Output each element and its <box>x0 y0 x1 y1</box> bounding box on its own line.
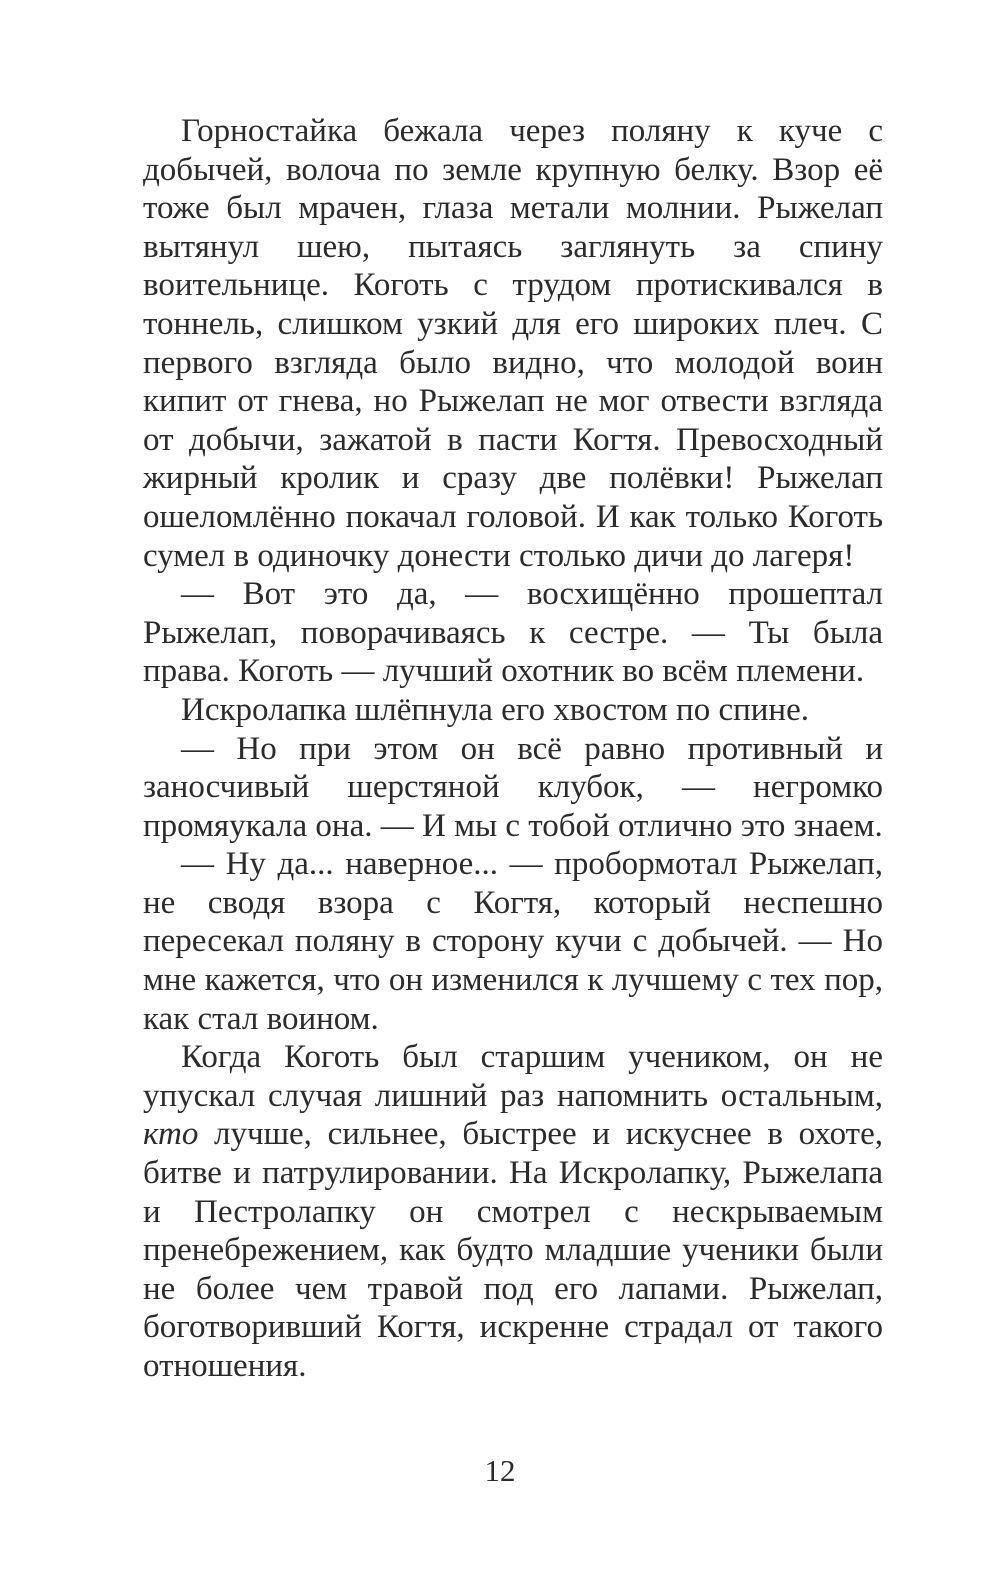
paragraph: — Вот это да, — восхищённо прошептал Рыжелап, поворачиваясь к сестре. — Ты была права. Коготь — лучший охотник во всём племени. <box>143 576 883 690</box>
paragraph-last <box>143 1038 883 1385</box>
page-number: 12 <box>484 1453 516 1488</box>
paragraph: Горностайка бежала через поляну к куче с добычей, волоча по земле крупную белку. Взор её тоже был мрачен, глаза метали молнии. Рыжелап вытянул шею, пытаясь заглянуть за спину воительнице. Коготь с трудом протискивался в тоннель, слишком узкий для его широких плеч. С первого взгляда было видно, что молодой воин кипит от гнева, но Рыжелап не мог отвести взгляда от добычи, зажатой в пасти Когтя. Превосходный жирный кролик и сразу две полёвки! Рыжелап ошеломлённо покачал головой. И как только Коготь сумел в одиночку донести столько дичи до лагеря! <box>143 113 883 574</box>
paragraph-text-before: Когда Коготь был старшим учеником, он не упускал случая лишний раз напомнить остальным, <box>143 1039 883 1114</box>
paragraph: — Ну да... наверное... — пробормотал Рыжелап, не сводя взора с Когтя, который неспешно пересекал поляну в сторону кучи с добычей. — Но мне кажется, что он изменился к лучшему с тех пор, как стал воином. <box>143 846 883 1037</box>
paragraph: — Но при этом он всё равно противный и заносчивый шерстяной клубок, — негромко промяукала она. — И мы с тобой отлично это знаем. <box>143 730 883 844</box>
body-text <box>143 112 883 1386</box>
emphasized-word: кто <box>143 1116 199 1153</box>
paragraph-text-after: лучше, сильнее, быстрее и искуснее в охоте, битве и патрулировании. На Искролапку, Рыжелапа и Пестролапку он смотрел с нескрываемым пренебрежением, как будто младшие ученики были не более чем травой под его лапами. Рыжелап, боготворивший Когтя, искренне страдал от такого отношения. <box>143 1116 883 1384</box>
paragraph: Искролапка шлёпнула его хвостом по спине. <box>181 691 809 728</box>
